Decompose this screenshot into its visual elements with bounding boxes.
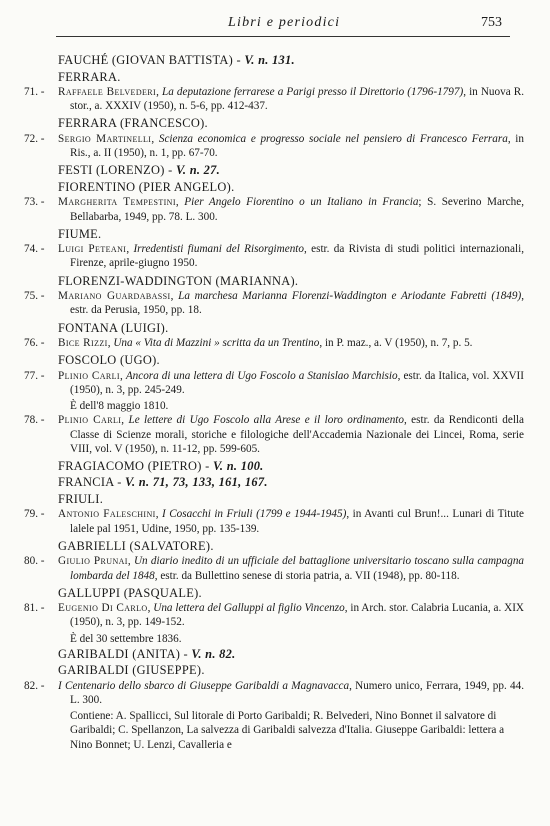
entry-text [58, 195, 524, 223]
subject-heading-label: FONTANA (LUIGI). [58, 320, 169, 335]
cross-reference: V. n. 131. [244, 53, 295, 67]
entry-publication: , in Ris., a. II (1950), n. 1, pp. 67-70. [70, 132, 525, 160]
entry-author: Bice Rizzi [58, 337, 108, 350]
entry-number: 71. - [24, 86, 45, 98]
entry-author: Mariano Guardabassi [58, 290, 171, 303]
entry-text [58, 413, 524, 456]
entry-number: 72. - [24, 132, 45, 145]
cross-reference: V. n. 82. [191, 646, 236, 661]
entry-text [58, 132, 524, 160]
subject-heading [58, 491, 524, 508]
entry-number: 78. - [24, 414, 45, 427]
entry-note: È dell'8 maggio 1810. [70, 400, 169, 413]
entry-title: Una lettera del Galluppi al figlio Vincenzo [153, 602, 345, 615]
entry-title: Scienza economica e progresso sociale nel pensiero di Francesco Ferrara [158, 132, 508, 145]
entry-author: Giulio Prunai [58, 555, 128, 568]
separator: , [175, 196, 185, 209]
entry-text [58, 679, 524, 707]
entry-note: È del 30 settembre 1836. [70, 632, 182, 645]
separator: , [156, 86, 162, 98]
entry-number: 79. - [24, 508, 45, 521]
subject-heading [58, 662, 524, 679]
entry-publication: , estr. da Rendiconti della Classe di Scienze morali, storiche e filologiche dell'Accademia Nazionale dei Lincei, Roma, serie VIII, vol. V (1950), n. 11-12, pp. 599-605. [70, 414, 524, 455]
entry-author: Margherita Tempestini [58, 196, 176, 209]
subject-heading-label: GABRIELLI (SALVATORE). [58, 538, 214, 553]
entry-author: Plinio Carli [58, 369, 120, 382]
subject-heading [58, 69, 524, 86]
subject-heading [58, 320, 524, 337]
entry-text [58, 369, 524, 397]
separator: , [127, 555, 134, 568]
bibliography-entry [24, 369, 524, 397]
entry-publication: , in P. maz., a. V (1950), n. 7, p. 5. [319, 337, 473, 350]
subject-heading-label: FERRARA (FRANCESCO). [58, 116, 208, 131]
separator: , [119, 369, 126, 382]
subject-heading [58, 115, 524, 132]
entry-publication: , estr. da Rivista di studi politici internazionali, Firenze, aprile-giugno 1950. [70, 243, 525, 270]
entry-number: 76. - [24, 337, 45, 350]
bibliography-entry [24, 85, 524, 113]
entry-number: 82. - [24, 679, 45, 692]
entry-author: Sergio Martinelli [58, 132, 152, 145]
bibliography-entry [24, 554, 524, 582]
bibliography-entry [24, 242, 524, 270]
bibliography-entry [24, 132, 524, 160]
entry-publication: , Numero unico, Ferrara, 1949, pp. 44. L. 300. [70, 679, 524, 707]
separator: , [107, 337, 114, 350]
subject-heading [58, 273, 524, 290]
entry-publication: , estr. da Perusia, 1950, pp. 18. [70, 290, 525, 317]
subject-heading-label: FRANCIA - [58, 475, 126, 490]
entry-publication: , in Avanti cul Brun!... Lunari di Titute lalele pal 1951, Udine, 1950, pp. 135-139. [70, 508, 524, 535]
entry-text [58, 336, 524, 350]
subject-heading-label: FRAGIACOMO (PIETRO) - [58, 458, 213, 473]
entry-title: Una « Vita di Mazzini » scritta da un Trentino [113, 337, 320, 350]
entry-publication: , estr. da Italica, vol. XXVII (1950), n. 3, pp. 245-249. [70, 369, 525, 396]
entry-number: 80. - [24, 555, 45, 568]
subject-heading-label: GARIBALDI (GIUSEPPE). [58, 663, 205, 678]
bibliography-entry [24, 601, 524, 629]
entry-publication: , estr. da Bullettino senese di storia patria, a. VII (1948), pp. 80-118. [154, 569, 460, 582]
subject-heading [58, 538, 524, 555]
entry-title: Pier Angelo Fiorentino o un Italiano in Francia [184, 196, 419, 209]
subject-heading-label: FLORENZI-WADDINGTON (MARIANNA). [58, 273, 299, 288]
subject-heading-label: GALLUPPI (PASQUALE). [58, 585, 202, 600]
subject-heading-label: FRIULI. [58, 491, 104, 506]
entry-text [58, 601, 524, 629]
subject-heading [58, 646, 524, 663]
cross-reference: V. n. 71, 73, 133, 161, 167. [125, 475, 268, 490]
separator: , [147, 602, 154, 615]
entry-title: Irredentisti fiumani del Risorgimento [133, 243, 305, 256]
separator: , [155, 508, 162, 521]
bibliography-entry [24, 679, 524, 707]
bibliography-list [24, 52, 524, 752]
entry-number: 77. - [24, 369, 45, 382]
subject-heading-label: FAUCHÉ (GIOVAN BATTISTA) - [58, 53, 245, 67]
entry-note: Contiene: A. Spallicci, Sul litorale di Porto Garibaldi; R. Belvederi, Nino Bonnet il salvatore di Garibaldi; C. Spellanzon, La salvezza di Garibaldi salvezza d'Italia. Giuseppe Garibaldi: lettera a Nino Bonnet; U. Lenzi, Cavalleria e [70, 710, 505, 751]
subject-heading [58, 352, 524, 369]
subject-heading [58, 458, 524, 475]
bibliography-entry [24, 336, 524, 350]
separator: , [151, 132, 159, 145]
subject-heading-label: FESTI (LORENZO) - [58, 163, 176, 178]
running-head [0, 12, 550, 34]
entry-number: 73. - [24, 196, 45, 209]
entry-number: 81. - [24, 602, 45, 615]
bibliography-entry [24, 289, 524, 317]
entry-author: Eugenio Di Carlo [58, 602, 148, 615]
running-head-title: Libri e periodici [228, 15, 341, 30]
subject-heading [58, 226, 524, 243]
bibliography-entry [24, 195, 524, 223]
header-rule [56, 36, 510, 37]
entry-number: 74. - [24, 243, 45, 256]
entry-title: Ancora di una lettera di Ugo Foscolo a Stanislao Marchisio [125, 369, 398, 382]
entry-publication: ; S. Severino Marche, Bellabarba, 1949, pp. 78. L. 300. [70, 196, 524, 223]
subject-heading [58, 474, 524, 491]
subject-heading-label: FOSCOLO (UGO). [58, 353, 160, 368]
bibliography-entry [24, 507, 524, 535]
page-number: 753 [481, 15, 502, 30]
entry-author: Raffaele Belvederi [58, 86, 157, 98]
entry-title: I Centenario dello sbarco di Giuseppe Garibaldi a Magnavacca [58, 679, 350, 692]
entry-title: Le lettere di Ugo Foscolo alla Arese e il loro ordinamento [128, 414, 404, 427]
subject-heading-label: FIUME. [58, 226, 102, 241]
bibliography-entry [24, 413, 524, 456]
subject-heading [58, 179, 524, 196]
separator: , [121, 414, 129, 427]
entry-title: La deputazione ferrarese a Parigi presso il Direttorio (1796-1797) [161, 86, 464, 98]
entry-author: Plinio Carli [58, 414, 122, 427]
entry-publication: , in Nuova R. stor., a. XXXIV (1950), n. 5-6, pp. 412-437. [70, 86, 525, 113]
entry-author: Antonio Faleschini [58, 508, 156, 521]
entry-text [58, 554, 524, 582]
entry-publication: , in Arch. stor. Calabria Lucania, a. XIX (1950), n. 3, pp. 149-152. [70, 602, 524, 629]
entry-number: 75. - [24, 290, 45, 303]
separator: , [170, 290, 179, 303]
cross-reference: V. n. 27. [175, 163, 221, 178]
subject-heading [58, 162, 524, 179]
entry-text [58, 85, 524, 113]
entry-text [58, 507, 524, 535]
entry-title: La marchesa Marianna Florenzi-Waddington e Ariodante Fabretti (1849) [178, 290, 522, 303]
subject-heading [58, 52, 524, 69]
entry-title: Un diario inedito di un ufficiale del battaglione universitario toscano sulla campagna lombarda del 1848 [70, 555, 525, 582]
subject-heading [58, 585, 524, 602]
subject-heading-label: GARIBALDI (ANITA) - [58, 646, 192, 661]
entry-title: I Cosacchi in Friuli (1799 e 1944-1945) [162, 508, 347, 521]
separator: , [126, 243, 134, 256]
subject-heading-label: FIORENTINO (PIER ANGELO). [58, 179, 235, 194]
entry-text [58, 242, 524, 270]
cross-reference: V. n. 100. [212, 458, 264, 473]
subject-heading-label: FERRARA. [58, 69, 121, 84]
entry-author: Luigi Peteani [58, 243, 127, 256]
entry-text [58, 289, 524, 317]
